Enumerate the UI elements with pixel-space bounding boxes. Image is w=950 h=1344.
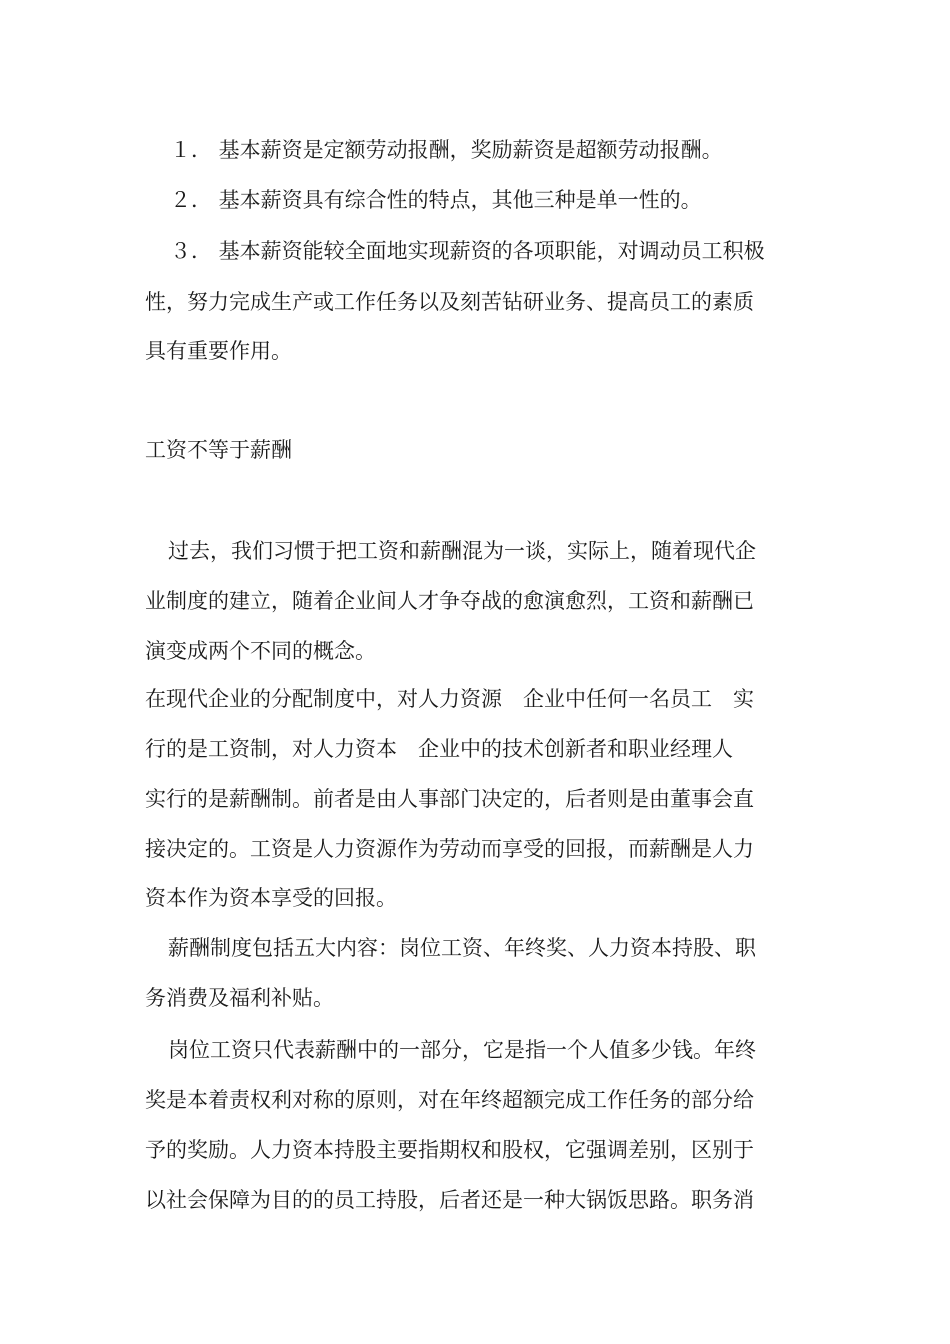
text-line: 性，努力完成生产或工作任务以及刻苦钻研业务、提高员工的素质	[145, 290, 754, 314]
list-item-1: １． 基本薪资是定额劳动报酬，奖励薪资是超额劳动报酬。	[170, 138, 723, 162]
text-line: 行的是工资制，对人力资本 企业中的技术创新者和职业经理人	[145, 737, 733, 761]
text-line: 演变成两个不同的概念。	[145, 639, 376, 663]
text-line: 资本作为资本享受的回报。	[145, 886, 397, 910]
text-line: 接决定的。工资是人力资源作为劳动而享受的回报，而薪酬是人力	[145, 837, 754, 861]
section-heading: 工资不等于薪酬	[145, 438, 292, 462]
list-item-2: ２． 基本薪资具有综合性的特点，其他三种是单一性的。	[170, 188, 702, 212]
text-line: 以社会保障为目的的员工持股，后者还是一种大锅饭思路。职务消	[145, 1188, 754, 1212]
text-line: 实行的是薪酬制。前者是由人事部门决定的，后者则是由董事会直	[145, 787, 754, 811]
text-line: 予的奖励。人力资本持股主要指期权和股权，它强调差别，区别于	[145, 1138, 754, 1162]
text-line: 具有重要作用。	[145, 339, 292, 363]
paragraph-start: 在现代企业的分配制度中，对人力资源 企业中任何一名员工 实	[145, 687, 754, 711]
text-line: 奖是本着责权利对称的原则，对在年终超额完成工作任务的部分给	[145, 1088, 754, 1112]
paragraph-start: 薪酬制度包括五大内容：岗位工资、年终奖、人力资本持股、职	[168, 936, 756, 960]
text-line: 业制度的建立，随着企业间人才争夺战的愈演愈烈，工资和薪酬已	[145, 589, 754, 613]
text-line: 务消费及福利补贴。	[145, 986, 334, 1010]
list-item-3: ３． 基本薪资能较全面地实现薪资的各项职能，对调动员工积极	[170, 239, 765, 263]
paragraph-start: 岗位工资只代表薪酬中的一部分，它是指一个人值多少钱。年终	[168, 1038, 756, 1062]
paragraph-start: 过去，我们习惯于把工资和薪酬混为一谈，实际上，随着现代企	[168, 539, 756, 563]
